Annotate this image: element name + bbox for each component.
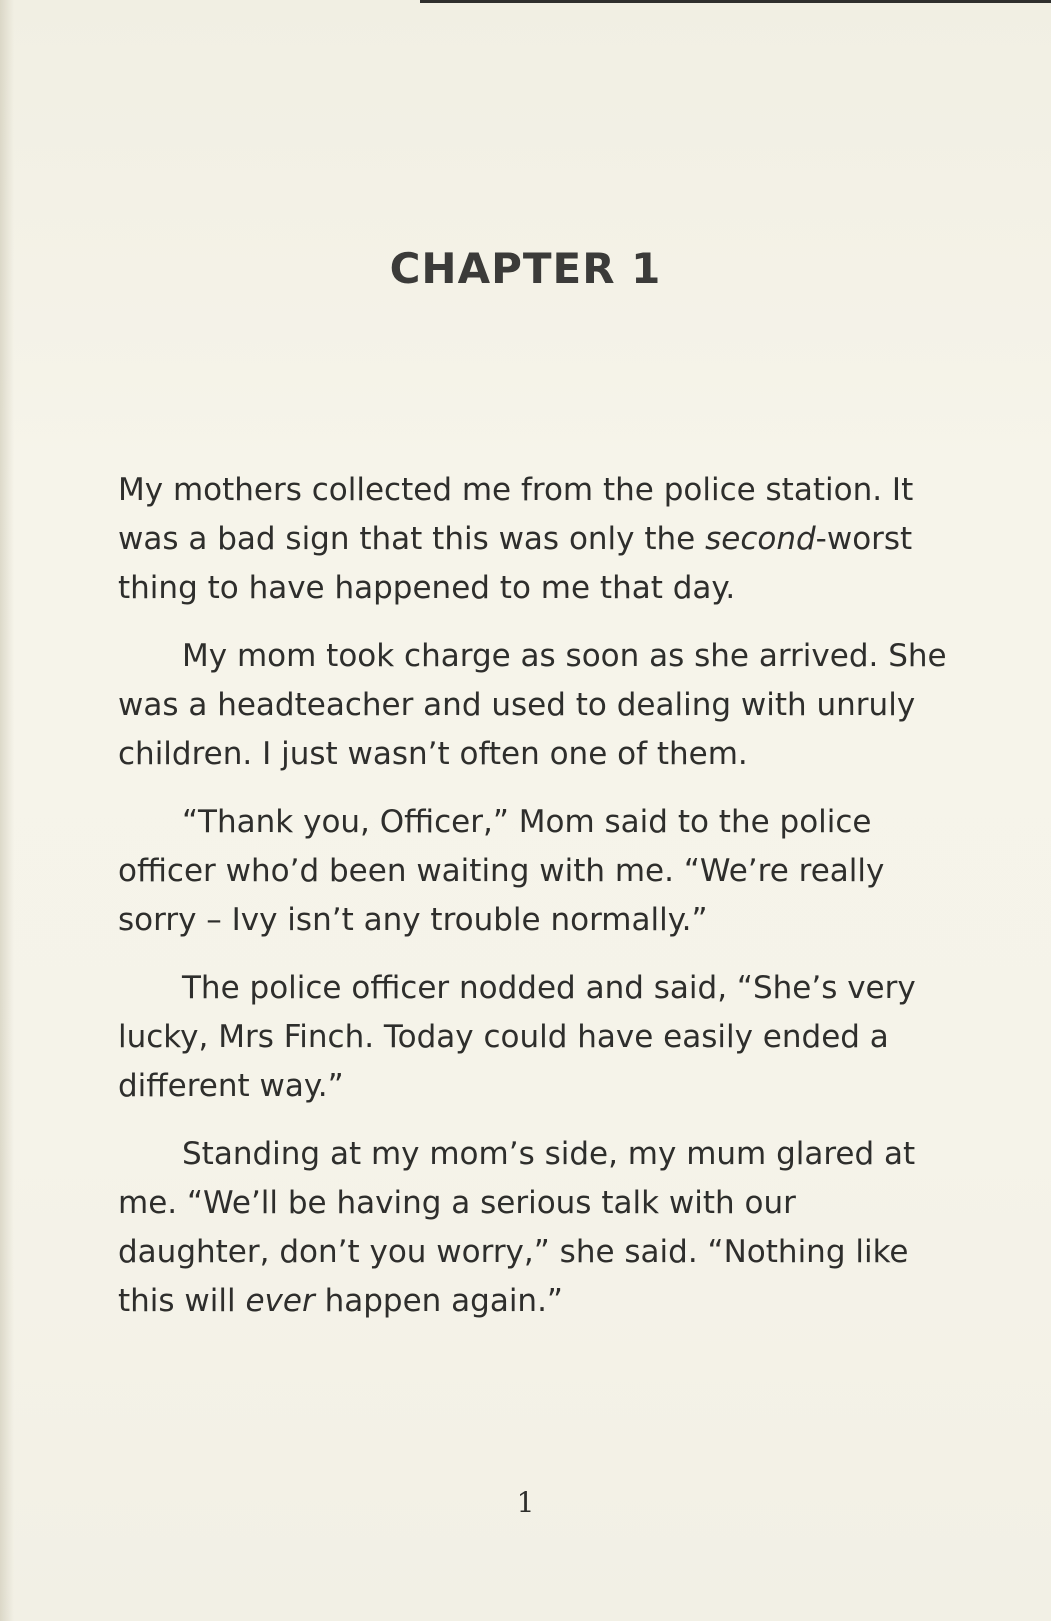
paragraph-4-text: The police officer nodded and said, “She’s very lucky, Mrs Finch. Today could have easily ended a different way.” [118,970,916,1104]
paragraph-3 [118,798,948,945]
paragraph-1-emphasis: second [705,521,816,557]
page-number: 1 [516,1486,535,1519]
paragraph-1-text-start: My mothers collected me from the police station. It was a bad sign that this was only the [118,472,914,557]
chapter-heading: CHAPTER 1 [389,244,662,293]
chapter-body [118,466,948,1345]
paragraph-2-text: My mom took charge as soon as she arrived. She was a headteacher and used to dealing with unruly children. I just wasn’t often one of them. [118,638,947,772]
page-top-edge [420,0,1051,3]
paragraph-4 [118,964,948,1111]
paragraph-5-text-start: Standing at my mom’s side, my mum glared at me. “We’ll be having a serious talk with our daughter, don’t you worry,” she said. “Nothing like this will [118,1136,916,1319]
paragraph-5-emphasis: ever [245,1283,315,1319]
paragraph-5 [118,1130,948,1326]
paragraph-2 [118,632,948,779]
paragraph-1 [118,466,948,613]
paragraph-1-text-end: -worst thing to have happened to me that day. [118,521,913,606]
paragraph-3-text: “Thank you, Officer,” Mom said to the police officer who’d been waiting with me. “We’re really sorry – Ivy isn’t any trouble normally.” [118,804,885,938]
paragraph-5-text-end: happen again.” [314,1283,563,1319]
